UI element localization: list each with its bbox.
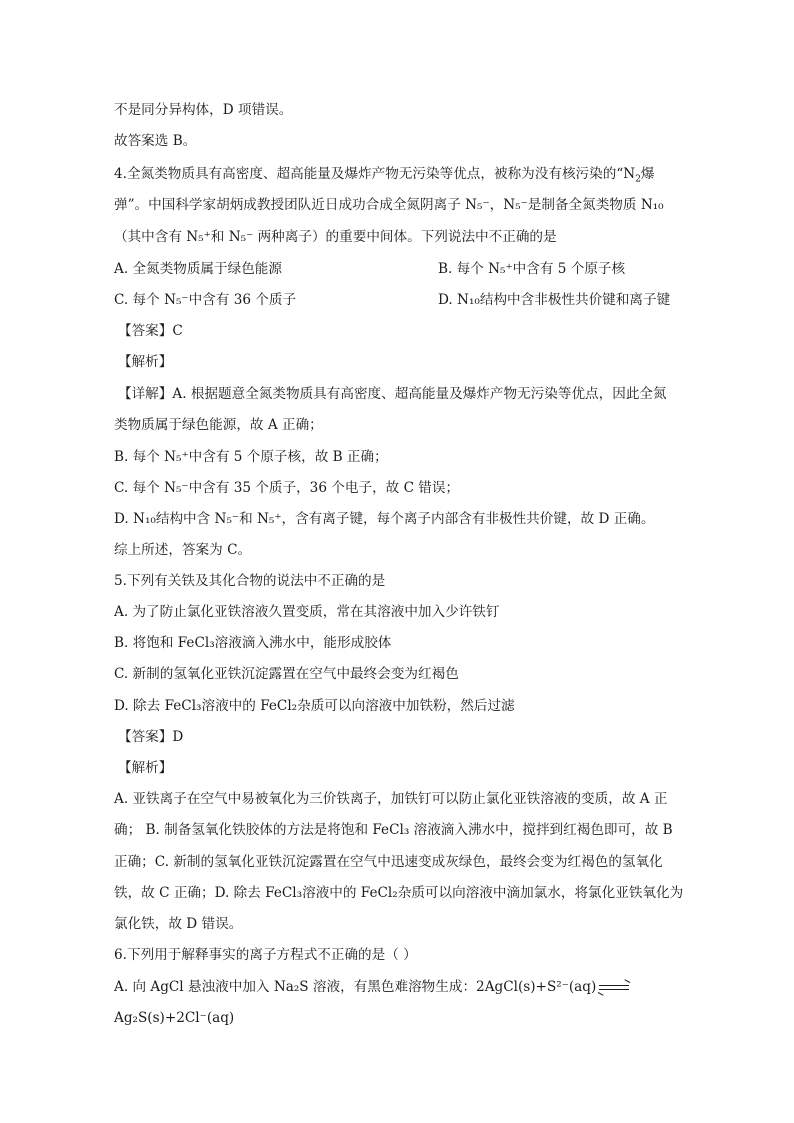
text-line: 不是同分异构体，D 项错误。	[114, 102, 293, 118]
question-5-stem: 5.下列有关铁及其化合物的说法中不正确的是	[114, 573, 386, 589]
question-4-stem: （其中含有 N₅⁺和 N₅⁻ 两种离子）的重要中间体。下列说法中不正确的是	[114, 229, 557, 245]
detail-line: 类物质属于绿色能源，故 A 正确；	[114, 417, 323, 433]
detail-line: A. 亚铁离子在空气中易被氧化为三价铁离子，加铁钉可以防止氯化亚铁溶液的变质，故 A 正	[114, 791, 668, 807]
detail-line: 确； B. 制备氢氧化铁胶体的方法是将饱和 FeCl₃ 溶液滴入沸水中，搅拌到红褐色即可，故 B	[114, 822, 673, 838]
option-d: D. 除去 FeCl₃溶液中的 FeCl₂杂质可以向溶液中加铁粉，然后过滤	[114, 698, 515, 714]
question-6-stem: 6.下列用于解释事实的离子方程式不正确的是（ ）	[114, 947, 417, 963]
option-c: C. 每个 N₅⁻中含有 36 个质子	[114, 292, 297, 308]
detail-line: 综上所述，答案为 C。	[114, 542, 252, 558]
detail-line: 氯化铁，故 D 错误。	[114, 916, 243, 932]
analysis-label: 【解析】	[118, 354, 173, 370]
option-b: B. 将饱和 FeCl₃溶液滴入沸水中，能形成胶体	[114, 635, 392, 651]
detail-line: 铁，故 C 正确；D. 除去 FeCl₃溶液中的 FeCl₂杂质可以向溶液中滴加氯水，将氯化亚铁氧化为	[114, 885, 684, 901]
option-b: B. 每个 N₅⁺中含有 5 个原子核	[438, 261, 626, 277]
answer-label: 【答案】D	[118, 729, 184, 745]
detail-line: C. 每个 N₅⁻中含有 35 个质子，36 个电子，故 C 错误；	[114, 480, 460, 496]
answer-label: 【答案】C	[118, 323, 183, 339]
equilibrium-arrow-icon	[599, 984, 629, 992]
option-a: A. 向 AgCl 悬浊液中加入 Na₂S 溶液，有黑色难溶物生成：2AgCl(s)+S²⁻(aq)	[114, 977, 629, 997]
detail-line: D. N₁₀结构中含 N₅⁻和 N₅⁺，含有离子键，每个离子内部含有非极性共价键，故 D 正确。	[114, 511, 655, 527]
question-4-stem: 4.全氮类物质具有高密度、超高能量及爆炸产物无污染等优点，被称为没有核污染的“$N_2$爆	[114, 166, 655, 185]
question-4-stem: 弹”。中国科学家胡炳成教授团队近日成功合成全氮阴离子 N₅⁻，N₅⁻是制备全氮类物质 N₁₀	[114, 197, 664, 213]
option-d: D. N₁₀结构中含非极性共价键和离子键	[438, 292, 671, 308]
text-line: 故答案选 B。	[114, 133, 197, 149]
detail-line: 正确；C. 新制的氢氧化亚铁沉淀露置在空气中迅速变成灰绿色，最终会变为红褐色的氢氧化	[114, 854, 663, 870]
equation-continuation: Ag₂S(s)+2Cl⁻(aq)	[114, 1010, 235, 1026]
option-c: C. 新制的氢氧化亚铁沉淀露置在空气中最终会变为红褐色	[114, 666, 459, 682]
analysis-label: 【解析】	[118, 760, 173, 776]
detail-line: B. 每个 N₅⁺中含有 5 个原子核，故 B 正确；	[114, 449, 388, 465]
option-a: A. 全氮类物质属于绿色能源	[114, 261, 282, 277]
detail-line: 【详解】A. 根据题意全氮类物质具有高密度、超高能量及爆炸产物无污染等优点，因此全氮	[118, 386, 667, 402]
option-a: A. 为了防止氯化亚铁溶液久置变质，常在其溶液中加入少许铁钉	[114, 604, 500, 620]
